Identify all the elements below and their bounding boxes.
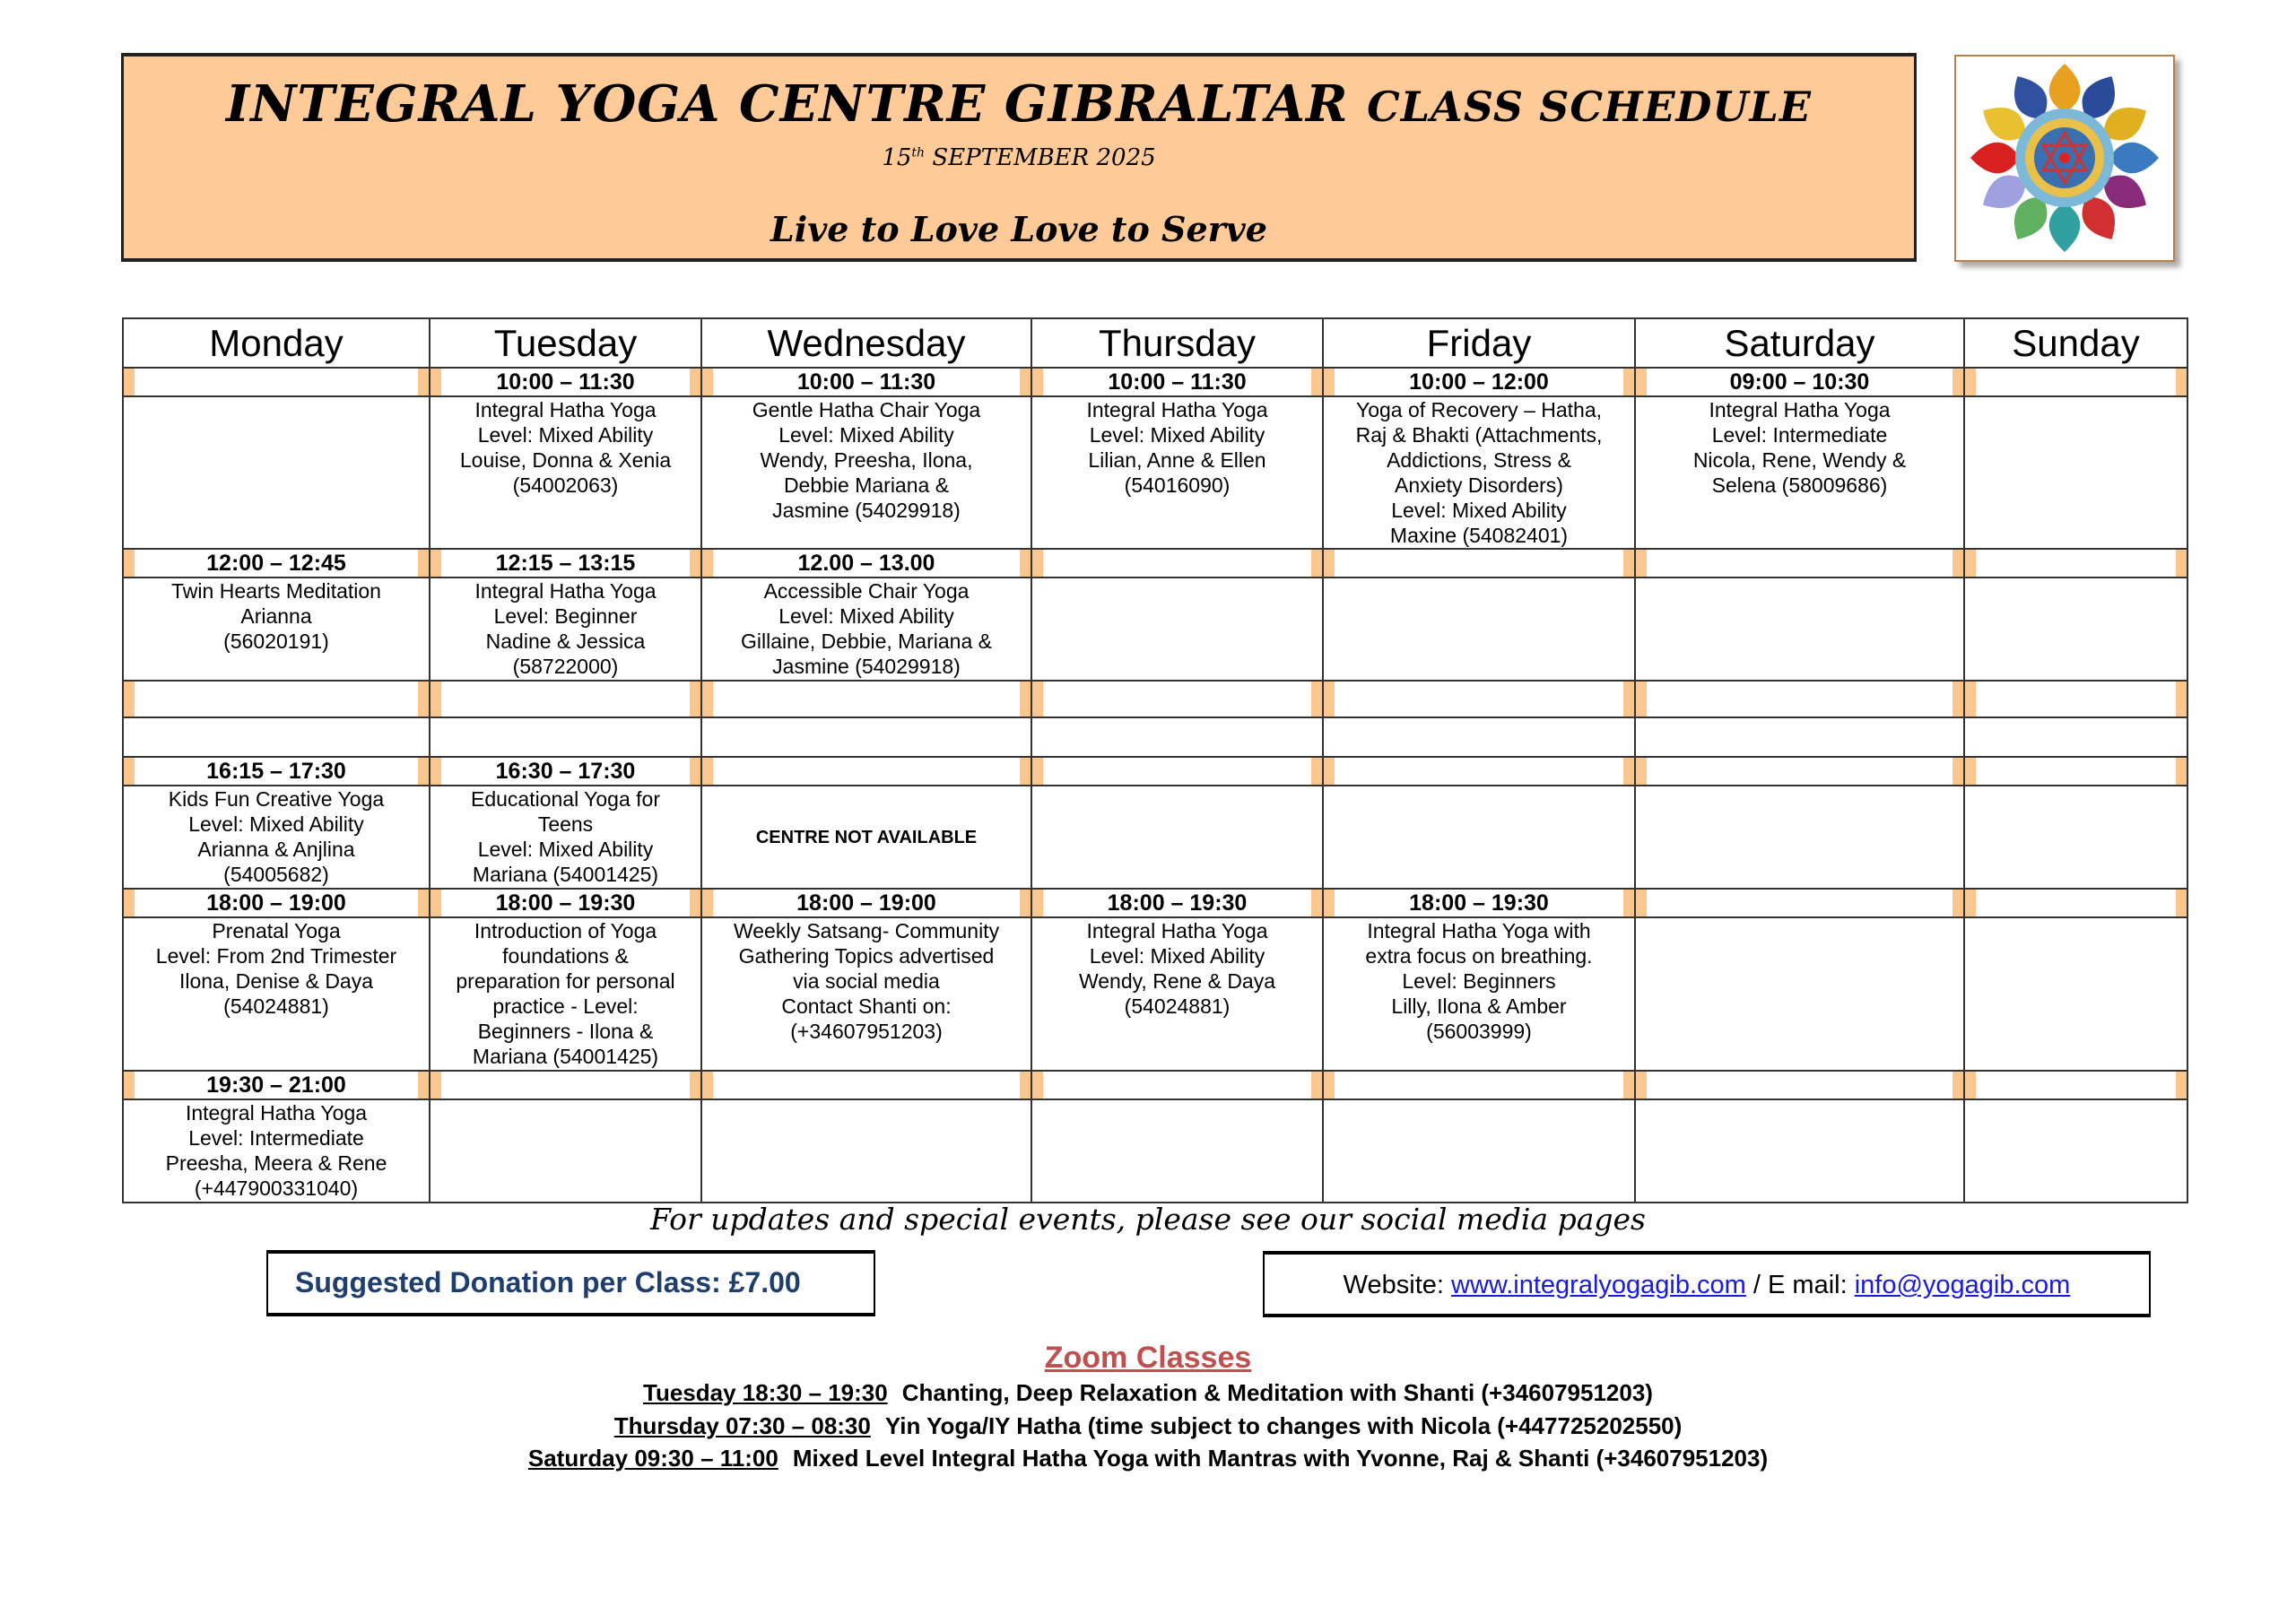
class-cell (1323, 917, 1635, 1071)
title-main: INTEGRAL YOGA CENTRE GIBRALTAR (226, 74, 1349, 134)
class-line: Level: Mixed Ability (778, 423, 954, 447)
time-cell: 12:15 – 13:15 (430, 549, 701, 578)
time-cell: 18:00 – 19:30 (430, 889, 701, 917)
class-line: Level: Beginner (493, 604, 638, 628)
class-cell (1964, 717, 2187, 757)
zoom-class-item (0, 1445, 2296, 1472)
class-line: Raj & Bhakti (Attachments, (1355, 423, 1603, 447)
day-header: Thursday (1031, 318, 1323, 368)
class-line: Addictions, Stress & (1387, 448, 1571, 472)
time-row (123, 368, 2187, 396)
time-cell: 10:00 – 12:00 (1323, 368, 1635, 396)
class-line: Yoga of Recovery – Hatha, (1355, 398, 1603, 421)
class-line: Selena (58009686) (1711, 473, 1888, 497)
class-line: Level: Intermediate (1711, 423, 1888, 447)
class-line: Contact Shanti on: (781, 994, 952, 1018)
class-line: Level: From 2nd Trimester (155, 944, 397, 968)
date-sup: th (911, 145, 926, 161)
time-cell (1635, 549, 1964, 578)
class-line: Louise, Donna & Xenia (459, 448, 672, 472)
centre-not-available (701, 786, 1031, 889)
class-line: Prenatal Yoga (212, 919, 341, 942)
class-line: practice - Level: (492, 994, 639, 1018)
social-media-note: For updates and special events, please see our social media pages (650, 1202, 1646, 1237)
class-line: Wendy, Preesha, Ilona, (760, 448, 973, 472)
class-line: Weekly Satsang- Community (733, 919, 1000, 942)
time-cell (1964, 368, 2187, 396)
day-header: Wednesday (701, 318, 1031, 368)
time-cell (1635, 757, 1964, 786)
class-cell (1323, 396, 1635, 549)
donation-box: Suggested Donation per Class: £7.00 (266, 1250, 875, 1316)
class-line: Ilona, Denise & Daya (178, 969, 374, 993)
class-line: Mariana (54001425) (472, 863, 659, 886)
time-cell (1964, 757, 2187, 786)
class-line: Level: Mixed Ability (778, 604, 954, 628)
motto: Live to Love Love to Serve (770, 209, 1267, 249)
class-cell (430, 917, 701, 1071)
logo-petal (2109, 143, 2159, 174)
class-cell (430, 578, 701, 681)
class-row (123, 578, 2187, 681)
class-line: Nadine & Jessica (485, 630, 646, 653)
zoom-class-time: Tuesday 18:30 – 19:30 (643, 1379, 888, 1406)
class-line: Teens (537, 812, 594, 836)
time-row (123, 889, 2187, 917)
class-cell (1635, 917, 1964, 1071)
class-line: Level: Mixed Ability (1089, 944, 1265, 968)
class-cell (701, 396, 1031, 549)
date-day: 15 (882, 144, 912, 171)
class-cell (1031, 396, 1323, 549)
class-line: (58722000) (512, 655, 619, 678)
class-cell (1323, 578, 1635, 681)
class-cell (1635, 717, 1964, 757)
time-cell (1635, 681, 1964, 717)
class-line: (+34607951203) (790, 1020, 943, 1043)
class-line: Kids Fun Creative Yoga (168, 787, 385, 811)
time-cell: 18:00 – 19:00 (701, 889, 1031, 917)
class-line: preparation for personal (456, 969, 675, 993)
header-banner (121, 53, 1917, 262)
website-label: Website: (1343, 1271, 1444, 1299)
time-cell (123, 681, 430, 717)
class-cell (123, 396, 430, 549)
class-line: Jasmine (54029918) (772, 655, 961, 678)
zoom-class-time: Saturday 09:30 – 11:00 (527, 1445, 778, 1472)
time-cell: 19:30 – 21:00 (123, 1071, 430, 1099)
logo-petal (2049, 64, 2081, 113)
class-cell (1964, 578, 2187, 681)
class-line: (54024881) (223, 994, 329, 1018)
class-cell (1031, 578, 1323, 681)
logo-petal (1970, 143, 2020, 174)
class-line: (54005682) (223, 863, 329, 886)
time-row (123, 757, 2187, 786)
class-line: Introduction of Yoga (474, 919, 657, 942)
class-line: Mariana (54001425) (472, 1045, 659, 1068)
time-cell (1031, 1071, 1323, 1099)
class-line: (54002063) (512, 473, 619, 497)
class-line: Level: Mixed Ability (477, 423, 654, 447)
zoom-class-time: Thursday 07:30 – 08:30 (613, 1412, 871, 1439)
class-cell (1964, 396, 2187, 549)
class-cell (430, 396, 701, 549)
class-line: Wendy, Rene & Daya (1078, 969, 1276, 993)
time-cell (1964, 889, 2187, 917)
time-cell: 09:00 – 10:30 (1635, 368, 1964, 396)
time-cell: 18:00 – 19:30 (1323, 889, 1635, 917)
class-line: Integral Hatha Yoga (1709, 398, 1891, 421)
class-line: via social media (793, 969, 940, 993)
class-line: Level: Mixed Ability (1391, 499, 1567, 522)
class-line: Twin Hearts Meditation (171, 579, 381, 603)
class-cell (430, 1099, 701, 1203)
class-line: Preesha, Meera & Rene (165, 1151, 387, 1175)
class-cell (1635, 396, 1964, 549)
zoom-classes-heading: Zoom Classes (1044, 1341, 1252, 1375)
class-line: Integral Hatha Yoga (474, 398, 657, 421)
schedule-date (124, 144, 1914, 171)
class-line: (56020191) (223, 630, 329, 653)
class-line: CENTRE NOT AVAILABLE (755, 827, 978, 847)
class-cell (701, 578, 1031, 681)
time-cell (701, 1071, 1031, 1099)
class-cell (701, 917, 1031, 1071)
time-row (123, 1071, 2187, 1099)
class-line: Integral Hatha Yoga (474, 579, 657, 603)
zoom-class-desc: Mixed Level Integral Hatha Yoga with Mantras with Yvonne, Raj & Shanti (+34607951203) (792, 1445, 1769, 1472)
zoom-class-desc: Chanting, Deep Relaxation & Meditation with Shanti (+34607951203) (901, 1379, 1653, 1406)
email-label: / E mail: (1752, 1271, 1848, 1299)
class-line: Accessible Chair Yoga (763, 579, 970, 603)
class-line: Gathering Topics advertised (738, 944, 995, 968)
class-line: Gentle Hatha Chair Yoga (752, 398, 981, 421)
class-cell (1031, 917, 1323, 1071)
class-cell (123, 917, 430, 1071)
class-cell (701, 717, 1031, 757)
class-line: Integral Hatha Yoga (185, 1101, 368, 1125)
class-line: (+447900331040) (194, 1177, 359, 1200)
class-line: Nicola, Rene, Wendy & (1692, 448, 1907, 472)
class-cell (123, 578, 430, 681)
class-line: Arianna & Anjlina (197, 838, 355, 861)
time-cell: 16:30 – 17:30 (430, 757, 701, 786)
day-header: Friday (1323, 318, 1635, 368)
class-schedule-table (122, 317, 2188, 1203)
time-row (123, 681, 2187, 717)
class-line: Level: Mixed Ability (1089, 423, 1265, 447)
zoom-class-item (0, 1412, 2296, 1440)
class-cell (1031, 786, 1323, 889)
day-header: Tuesday (430, 318, 701, 368)
class-line: Level: Mixed Ability (477, 838, 654, 861)
class-row (123, 1099, 2187, 1203)
time-cell: 10:00 – 11:30 (701, 368, 1031, 396)
day-header-row (123, 318, 2187, 368)
class-line: Level: Intermediate (188, 1126, 364, 1150)
class-cell (1635, 1099, 1964, 1203)
time-cell: 16:15 – 17:30 (123, 757, 430, 786)
page-title (124, 74, 1914, 134)
time-cell (1964, 681, 2187, 717)
day-header: Sunday (1964, 318, 2187, 368)
class-row (123, 786, 2187, 889)
class-line: (54016090) (1124, 473, 1231, 497)
day-header: Monday (123, 318, 430, 368)
time-cell (123, 368, 430, 396)
class-cell (1323, 1099, 1635, 1203)
time-cell: 10:00 – 11:30 (1031, 368, 1323, 396)
class-line: (54024881) (1124, 994, 1231, 1018)
class-line: Beginners - Ilona & (477, 1020, 654, 1043)
class-cell (430, 717, 701, 757)
class-line: Arianna (240, 604, 312, 628)
class-cell (1964, 917, 2187, 1071)
time-cell (1031, 681, 1323, 717)
time-cell (430, 1071, 701, 1099)
class-line: Integral Hatha Yoga (1086, 919, 1268, 942)
class-line: Gillaine, Debbie, Mariana & (741, 630, 992, 653)
class-cell (1964, 1099, 2187, 1203)
class-line: Level: Beginners (1402, 969, 1556, 993)
class-cell (1031, 1099, 1323, 1203)
class-line: Anxiety Disorders) (1395, 473, 1563, 497)
class-row (123, 917, 2187, 1071)
class-cell (430, 786, 701, 889)
time-cell: 18:00 – 19:00 (123, 889, 430, 917)
class-line: Integral Hatha Yoga with (1367, 919, 1591, 942)
lotus-mandala-logo (1954, 55, 2175, 262)
contact-box (1263, 1251, 2151, 1317)
title-suffix: CLASS SCHEDULE (1367, 83, 1812, 131)
class-cell (1323, 786, 1635, 889)
class-cell (123, 1099, 430, 1203)
email-link[interactable]: info@yogagib.com (1854, 1271, 2071, 1299)
class-line: Lilly, Ilona & Amber (1391, 994, 1567, 1018)
time-cell (1031, 757, 1323, 786)
class-cell (1635, 578, 1964, 681)
time-cell (1964, 1071, 2187, 1099)
day-header: Saturday (1635, 318, 1964, 368)
class-cell (701, 1099, 1031, 1203)
class-cell (123, 717, 430, 757)
time-cell: 18:00 – 19:30 (1031, 889, 1323, 917)
class-line: (56003999) (1426, 1020, 1532, 1043)
class-cell (1635, 786, 1964, 889)
class-row (123, 717, 2187, 757)
class-line: Debbie Mariana & (783, 473, 950, 497)
zoom-class-item (0, 1379, 2296, 1407)
time-cell (1323, 549, 1635, 578)
class-cell (1031, 717, 1323, 757)
time-cell (1031, 549, 1323, 578)
class-cell (123, 786, 430, 889)
time-cell (1323, 757, 1635, 786)
class-line: Maxine (54082401) (1389, 524, 1569, 547)
time-cell (1323, 681, 1635, 717)
website-link[interactable]: www.integralyogagib.com (1451, 1271, 1746, 1299)
time-cell: 12:00 – 12:45 (123, 549, 430, 578)
class-cell (1323, 717, 1635, 757)
class-line: Jasmine (54029918) (772, 499, 961, 522)
time-cell: 10:00 – 11:30 (430, 368, 701, 396)
time-cell (701, 681, 1031, 717)
class-line: foundations & (502, 944, 629, 968)
class-cell (1964, 786, 2187, 889)
logo-petal (2049, 203, 2081, 252)
class-line: Level: Mixed Ability (188, 812, 364, 836)
time-cell (701, 757, 1031, 786)
date-month-year: SEPTEMBER 2025 (932, 144, 1156, 171)
class-line: Integral Hatha Yoga (1086, 398, 1268, 421)
class-row (123, 396, 2187, 549)
time-row (123, 549, 2187, 578)
time-cell (1635, 889, 1964, 917)
zoom-class-desc: Yin Yoga/IY Hatha (time subject to changes with Nicola (+447725202550) (884, 1412, 1683, 1439)
class-line: Educational Yoga for (470, 787, 660, 811)
time-cell (1964, 549, 2187, 578)
time-cell (1323, 1071, 1635, 1099)
class-line: Lilian, Anne & Ellen (1088, 448, 1266, 472)
time-cell: 12.00 – 13.00 (701, 549, 1031, 578)
time-cell (1635, 1071, 1964, 1099)
class-line: extra focus on breathing. (1365, 944, 1593, 968)
time-cell (430, 681, 701, 717)
